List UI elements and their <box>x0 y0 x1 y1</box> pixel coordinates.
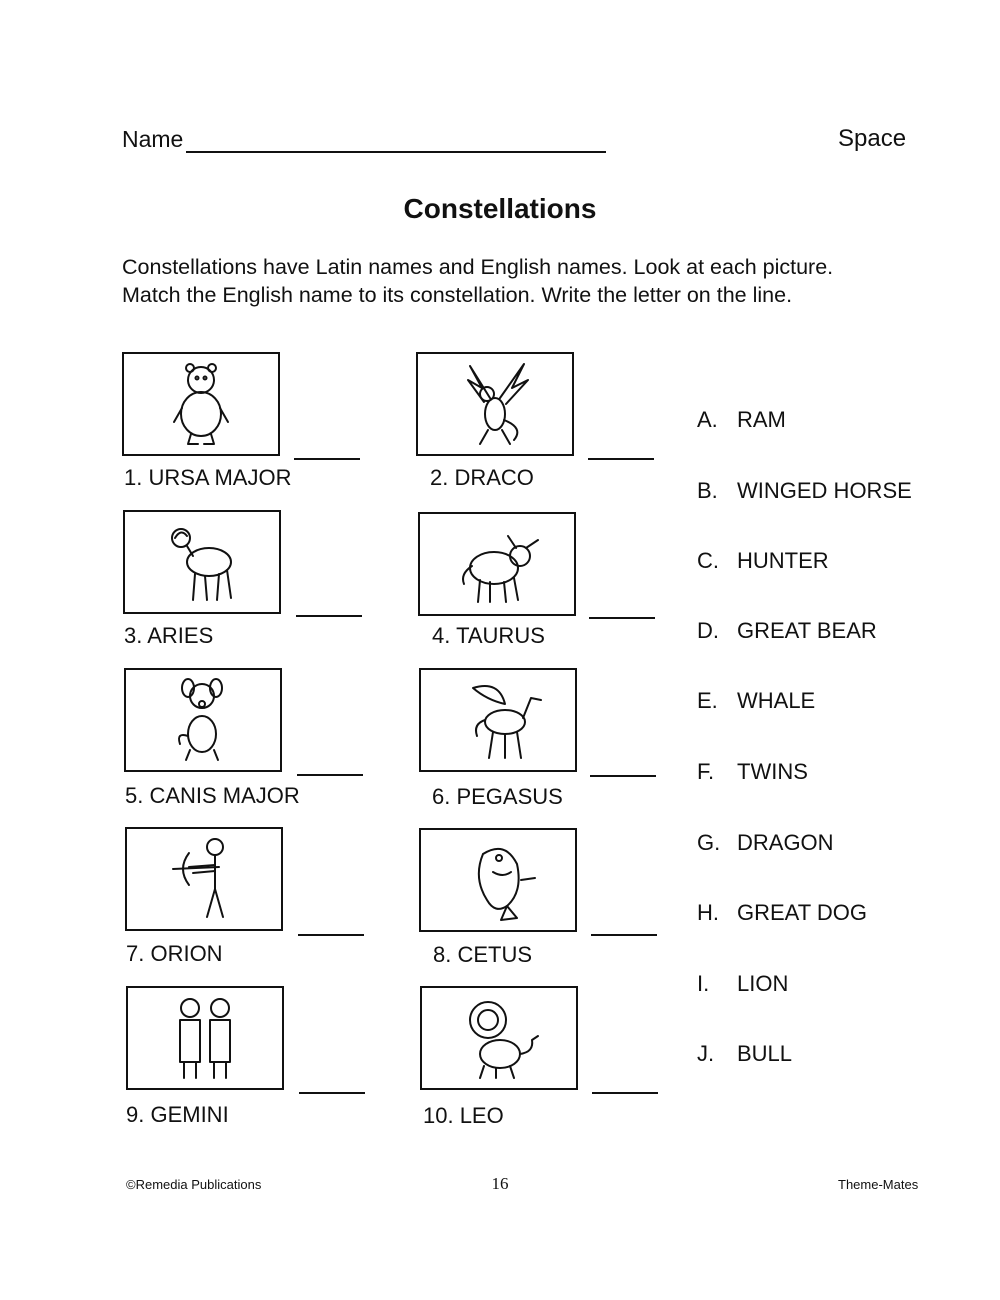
ram-icon <box>147 516 257 608</box>
constellation-label-6: 6. PEGASUS <box>432 784 563 809</box>
whale-icon <box>443 834 553 926</box>
option-h <box>697 900 867 926</box>
dog-icon <box>148 674 258 766</box>
option-name: GREAT DOG <box>737 900 867 925</box>
twins-icon <box>150 992 260 1084</box>
picture-frame-1 <box>122 352 280 456</box>
answer-line-1[interactable] <box>294 458 360 460</box>
option-letter: G. <box>697 830 721 855</box>
option-f <box>697 759 808 785</box>
option-name: WHALE <box>737 688 816 713</box>
option-e <box>697 688 815 714</box>
picture-frame-9 <box>126 986 284 1090</box>
page-number: 16 <box>491 1174 509 1193</box>
bull-icon <box>442 518 552 610</box>
dragon-icon <box>440 358 550 450</box>
option-letter: C. <box>697 548 719 573</box>
constellation-label-10: 10. LEO <box>423 1103 504 1128</box>
instructions <box>122 253 942 309</box>
bear-icon <box>146 358 256 450</box>
constellation-label-2: 2. DRACO <box>430 465 534 490</box>
hunter-icon <box>149 833 259 925</box>
option-letter: F. <box>697 759 715 784</box>
picture-frame-4 <box>418 512 576 616</box>
option-name: LION <box>737 971 789 996</box>
option-letter: I. <box>697 971 710 996</box>
option-letter: H. <box>697 900 719 925</box>
lion-icon <box>444 992 554 1084</box>
picture-frame-7 <box>125 827 283 931</box>
constellation-label-4: 4. TAURUS <box>432 623 545 648</box>
answer-line-2[interactable] <box>588 458 654 460</box>
picture-frame-8 <box>419 828 577 932</box>
option-g <box>697 830 834 856</box>
option-name: HUNTER <box>737 548 829 573</box>
option-name: TWINS <box>737 759 808 784</box>
option-a <box>697 407 786 433</box>
option-letter: D. <box>697 618 719 643</box>
picture-frame-3 <box>123 510 281 614</box>
picture-frame-5 <box>124 668 282 772</box>
name-label: Name <box>122 126 184 152</box>
constellation-label-7: 7. ORION <box>126 941 223 966</box>
constellation-label-9: 9. GEMINI <box>126 1102 229 1127</box>
option-c <box>697 548 829 574</box>
page-title: Constellations <box>403 193 597 224</box>
answer-line-10[interactable] <box>592 1092 658 1094</box>
picture-frame-6 <box>419 668 577 772</box>
instruction-line-2: Match the English name to its constellation. Write the letter on the line. <box>122 283 793 307</box>
option-b <box>697 478 912 504</box>
option-name: GREAT BEAR <box>737 618 877 643</box>
option-letter: E. <box>697 688 718 713</box>
option-d <box>697 618 877 644</box>
option-name: DRAGON <box>737 830 834 855</box>
constellation-label-1: 1. URSA MAJOR <box>124 465 292 490</box>
option-letter: A. <box>697 407 718 432</box>
option-letter: J. <box>697 1041 715 1066</box>
picture-frame-10 <box>420 986 578 1090</box>
option-letter: B. <box>697 478 718 503</box>
answer-line-5[interactable] <box>297 774 363 776</box>
answer-line-8[interactable] <box>591 934 657 936</box>
constellation-label-3: 3. ARIES <box>124 623 214 648</box>
option-name: BULL <box>737 1041 793 1066</box>
option-name: RAM <box>737 407 786 432</box>
winged-horse-icon <box>443 674 553 766</box>
answer-line-3[interactable] <box>296 615 362 617</box>
footer-publisher: ©Remedia Publications <box>126 1177 262 1192</box>
footer-series: Theme-Mates <box>838 1177 919 1192</box>
picture-frame-2 <box>416 352 574 456</box>
option-j <box>697 1041 792 1067</box>
option-name: WINGED HORSE <box>737 478 912 503</box>
answer-line-9[interactable] <box>299 1092 365 1094</box>
answer-line-7[interactable] <box>298 934 364 936</box>
constellation-label-8: 8. CETUS <box>433 942 533 967</box>
name-input-line[interactable] <box>186 151 606 153</box>
option-i <box>697 971 788 997</box>
answer-line-6[interactable] <box>590 775 656 777</box>
answer-line-4[interactable] <box>589 617 655 619</box>
subject-label: Space <box>838 125 907 152</box>
constellation-label-5: 5. CANIS MAJOR <box>125 783 300 808</box>
instruction-line-1: Constellations have Latin names and English names. Look at each picture. <box>122 255 834 279</box>
